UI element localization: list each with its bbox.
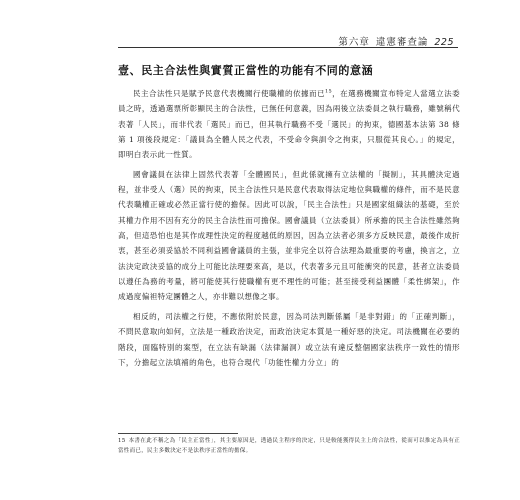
running-head [338,34,454,48]
footnote-reference[interactable]: 15 [324,88,333,95]
header-rule [118,47,458,48]
body-text [118,86,460,374]
paragraph-1 [118,86,460,163]
paragraph-1-part-a: 民主合法性只是賦予民意代表機關行使職權的依據而已 [133,89,325,98]
footnote-number: 15 [118,438,126,444]
footnote [118,437,460,456]
footnote-text: 本書在此不稱之為「民主正當性」，其主要原因是，透過民主程序的決定，只是較能獲得民主上的合法性，從而可以推定為具有正當性而已，民主多數決定不是法秩序正當性的擔保。 [118,438,460,454]
paragraph-2: 國會議員在法律上固然代表著「全體國民」，但此係就擁有立法權的「擬制」，其具體決定過程，並非受人（選）民的拘束，民主合法性只是民意代表取得法定地位與職權的條件，而不是民意代表職權正確或必然正當行使的擔保。因此可以說，「民主合法性」只是國家組織法的基礎，至於其權力作用不因有充分的民主合法性而可擔保。國會議員（立法委員）所承擔的民主合法性雖然夠高，但這恐怕也是其作成理性決定的程度越低的原因，因為立法者必須多方反映民意，最後作成折衷，甚至必須妥協於不同利益國會議員的主張，並非完全以符合法理為最重要的考慮，換言之，立法決定政決妥協的成分上可能比法理要來高，是以，代表著多元且可能衝突的民意，甚者立法委員以遵任為務的考量，將可能使其行使職權有更不理性的可能；甚至接受利益團體「柔性綁架」，作成過度偏袒特定團體之人，亦非難以想像之事。 [118,169,460,302]
paragraph-3: 相反的，司法權之行使，不應依附於民意，因為司法判斷係屬「是非對錯」的「正確判斷」，不問民意取向如何，立法是一種政治決定，而政治決定本質是一種好惡的決定。司法機關在必要的階段，面臨特別的案型，在立法有缺漏（法律漏洞）或立法有違反整個國家法秩序一致性的情形下，分擔起立法填補的角色，也符合現代「功能性權力分立」的 [118,311,460,367]
chapter-title: 違憲審查論 [375,37,429,48]
footnote-rule [118,433,238,434]
chapter-label: 第六章 [338,37,370,48]
page-number: 225 [434,37,454,48]
section-heading: 壹、民主合法性與實質正當性的功能有不同的意涵 [118,64,374,77]
paragraph-1-part-b: ，在選務機關宣布特定人當選立法委員之時，透過選票所彰顯民主的合法性，已無任何意義，因為兩後立法委員之執行職務，雖號稱代表著「人民」，而非代表「選民」而已，但其執行職務不受「選民」的拘束，德國基本法第 38 條第 1 項後段規定：「議員為全體人民之代表，不受命令與訓令之拘束，只服從其良心。」的規定，即明白表示此一性質。 [118,89,461,160]
